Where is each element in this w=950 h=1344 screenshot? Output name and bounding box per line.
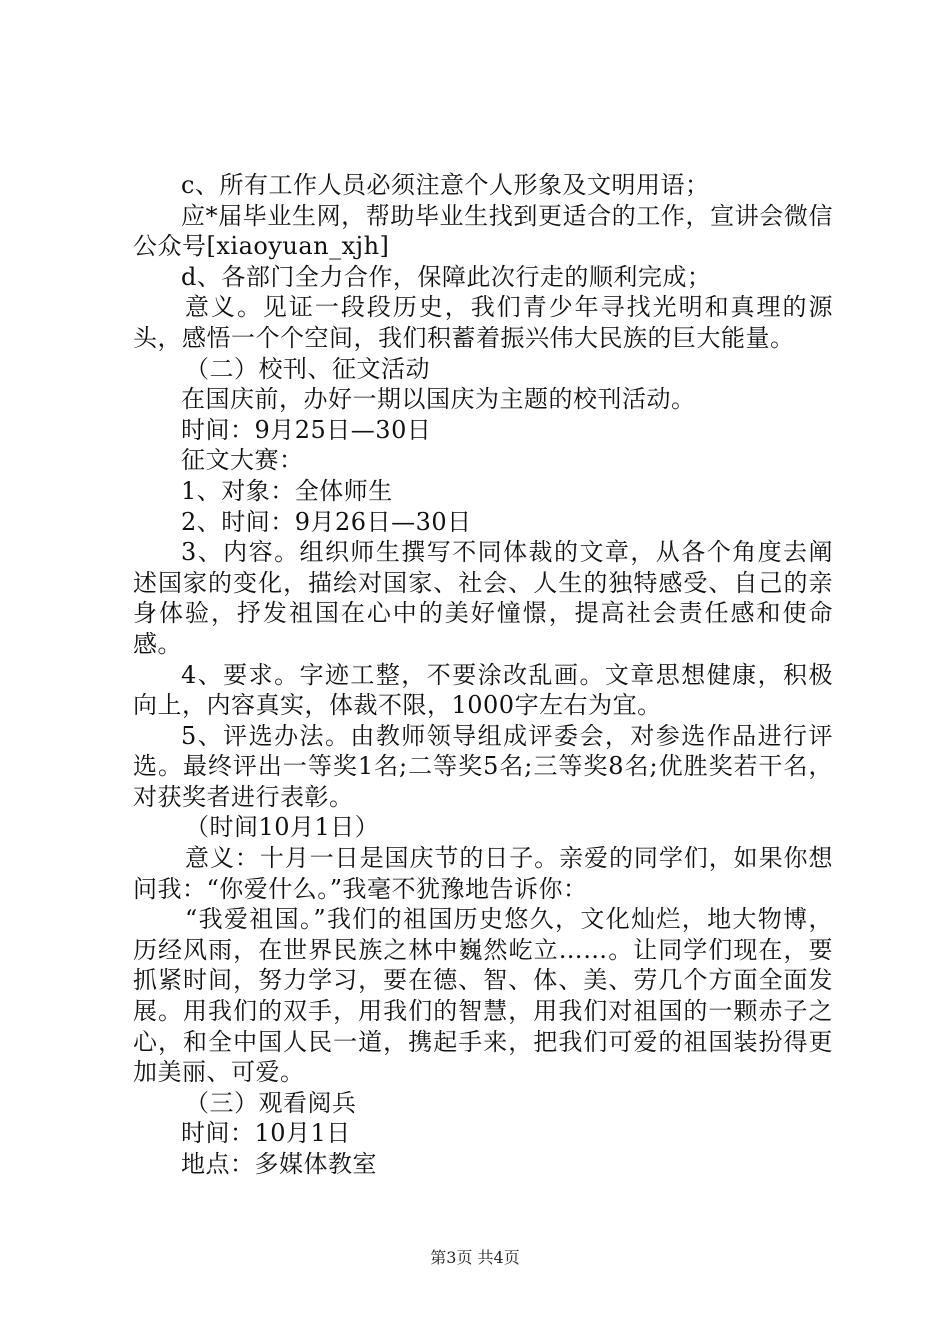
paragraph: 地点：多媒体教室 [181, 1150, 377, 1178]
paragraph: 时间：10月1日 [181, 1119, 351, 1148]
paragraph: 在国庆前，办好一期以国庆为主题的校刊活动。 [181, 385, 696, 414]
paragraph: d、各部门全力合作，保障此次行走的顺利完成； [181, 262, 712, 291]
paragraph: 意义。见证一段段历史，我们青少年寻找光明和真理的源头，感悟一个个空间，我们积蓄着振兴伟大民族的巨大能量。 [133, 293, 833, 352]
page-footer: 第3页 共4页 [430, 1248, 520, 1267]
paragraph: 时间：9月25日—30日 [181, 415, 432, 444]
document-body [133, 170, 833, 1180]
paragraph: 应*届毕业生网，帮助毕业生找到更适合的工作，宣讲会微信公众号[xiaoyuan_xjh] [133, 201, 833, 261]
paragraph: 征文大赛： [181, 446, 304, 475]
paragraph: 4、要求。字迹工整，不要涂改乱画。文章思想健康，积极向上，内容真实，体裁不限，1000字左右为宜。 [133, 660, 833, 720]
paragraph: c、所有工作人员必须注意个人形象及文明用语； [181, 171, 710, 199]
paragraph: （时间10月1日） [185, 813, 380, 842]
paragraph: “我爱祖国。”我们的祖国历史悠久，文化灿烂，地大物博，历经风雨，在世界民族之林中巍然屹立……。让同学们现在，要抓紧时间，努力学习，要在德、智、体、美、劳几个方面全面发展。用我们的双手，用我们的智慧，用我们对祖国的一颗赤子之心，和全中国人民一道，携起手来，把我们可爱的祖国装扮得更加美丽、可爱。 [133, 905, 833, 1087]
section-heading: （二）校刊、征文活动 [185, 354, 430, 383]
paragraph: 1、对象：全体师生 [181, 476, 393, 505]
paragraph: 3、内容。组织师生撰写不同体裁的文章，从各个角度去阐述国家的变化，描绘对国家、社会、人生的独特感受、自己的亲身体验，抒发祖国在心中的美好憧憬，提高社会责任感和使命感。 [133, 538, 833, 658]
section-heading: （三）观看阅兵 [185, 1088, 357, 1117]
paragraph: 2、时间：9月26日—30日 [181, 507, 472, 536]
paragraph: 意义：十月一日是国庆节的日子。亲爱的同学们，如果你想问我：“你爱什么。”我毫不犹豫地告诉你： [133, 844, 833, 903]
paragraph: 5、评选办法。由教师领导组成评委会，对参选作品进行评选。最终评出一等奖1名;二等奖5名;三等奖8名;优胜奖若干名，对获奖者进行表彰。 [133, 721, 833, 811]
